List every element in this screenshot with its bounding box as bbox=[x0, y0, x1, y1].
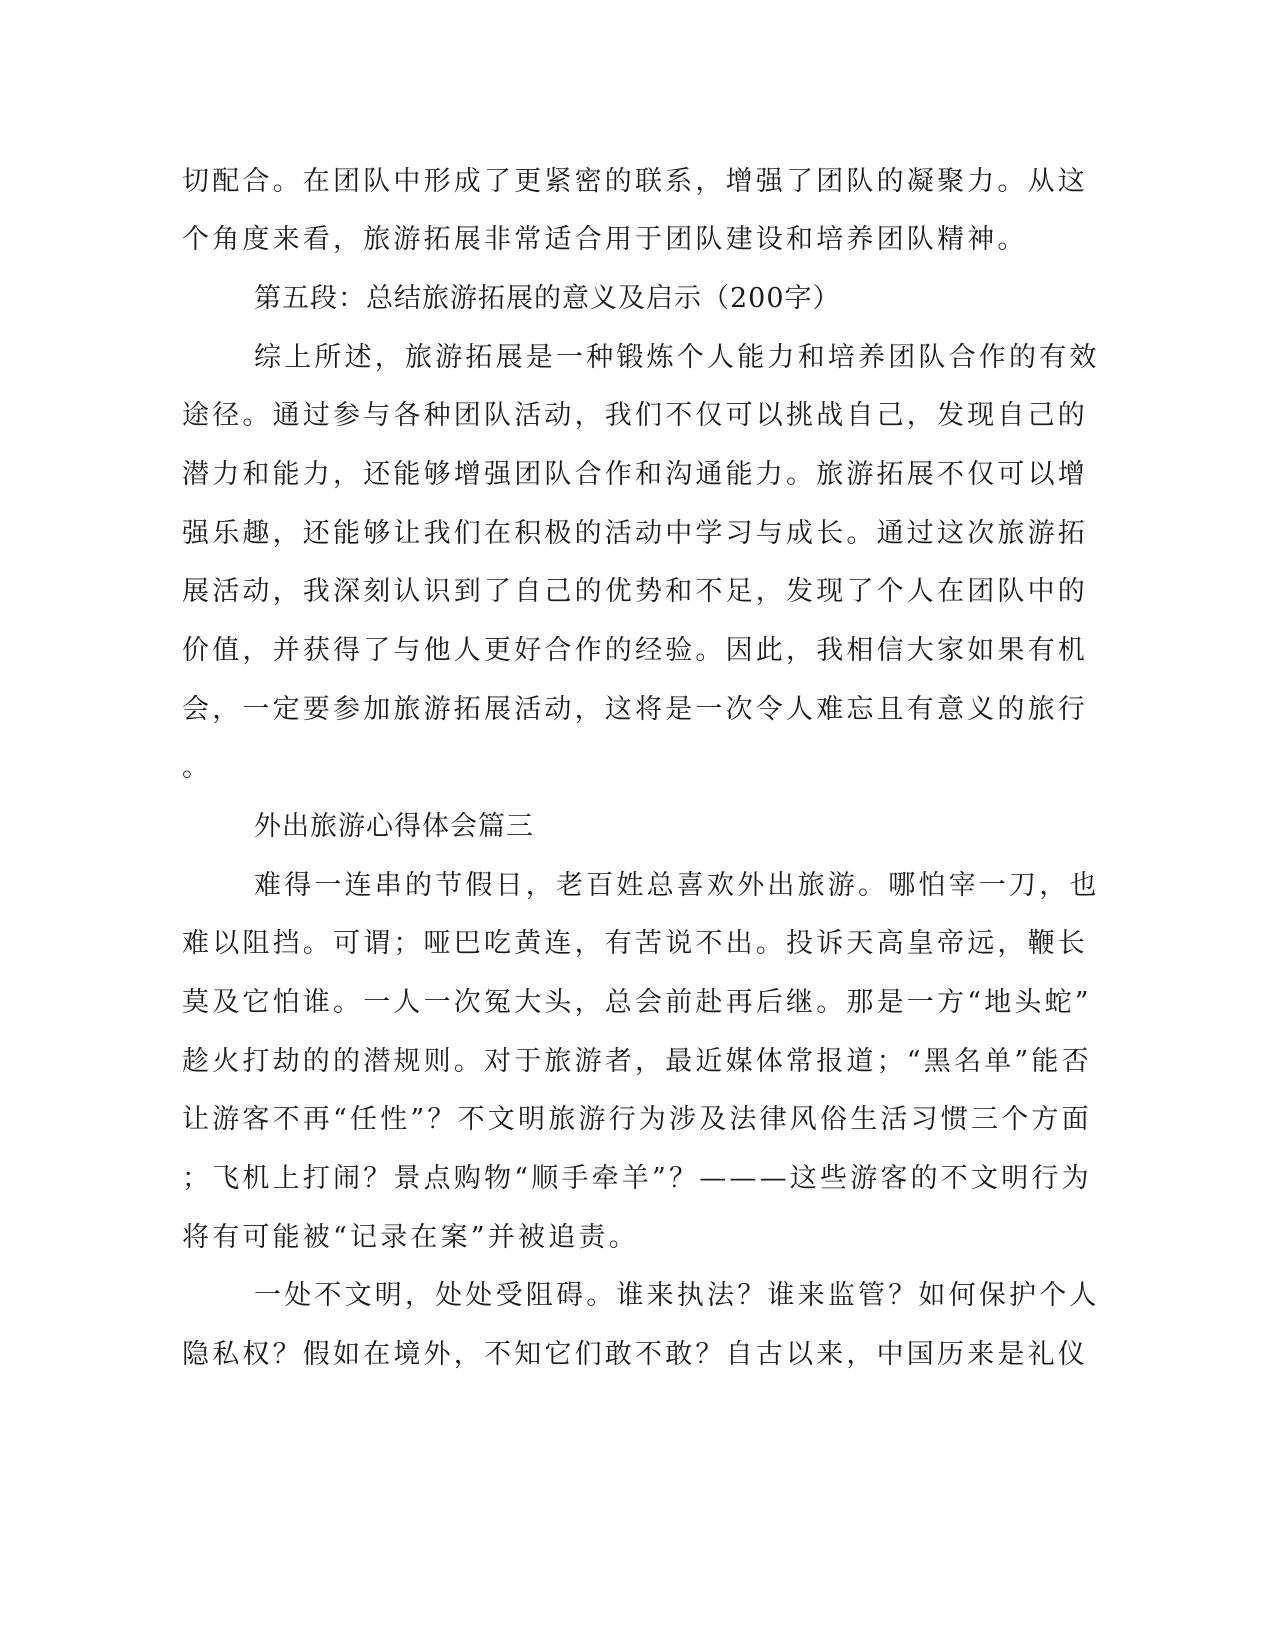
text-line: 强乐趣，还能够让我们在积极的活动中学习与成长。通过这次旅游拓 bbox=[182, 518, 1088, 549]
text-line: 趁火打劫的的潜规则。对于旅游者，最近媒体常报道；“黑名单”能否 bbox=[182, 1046, 1092, 1077]
section-heading: 外出旅游心得体会篇三 bbox=[254, 811, 534, 842]
text-line: 一处不文明，处处受阻碍。谁来执法？谁来监管？如何保护个人 bbox=[254, 1280, 1100, 1311]
text-line: 价值，并获得了与他人更好合作的经验。因此，我相信大家如果有机 bbox=[182, 635, 1088, 666]
text-line: ；飞机上打闹？景点购物“顺手牵羊”？———这些游客的不文明行为 bbox=[182, 1163, 1092, 1194]
text-line: 莫及它怕谁。一人一次冤大头，总会前赴再后继。那是一方“地头蛇” bbox=[182, 987, 1092, 1018]
text-line: 让游客不再“任性”？不文明旅游行为涉及法律风俗生活习惯三个方面 bbox=[182, 1104, 1092, 1135]
text-line: 综上所述，旅游拓展是一种锻炼个人能力和培养团队合作的有效 bbox=[254, 342, 1100, 373]
text-line: 潜力和能力，还能够增强团队合作和沟通能力。旅游拓展不仅可以增 bbox=[182, 459, 1088, 490]
text-line: 隐私权？假如在境外，不知它们敢不敢？自古以来，中国历来是礼仪 bbox=[182, 1339, 1088, 1370]
text-line: 展活动，我深刻认识到了自己的优势和不足，发现了个人在团队中的 bbox=[182, 576, 1088, 607]
text-line: 将有可能被“记录在案”并被追责。 bbox=[182, 1222, 639, 1253]
text-line: 途径。通过参与各种团队活动，我们不仅可以挑战自己，发现自己的 bbox=[182, 400, 1088, 431]
text-line: 。 bbox=[182, 752, 213, 783]
text-line: 切配合。在团队中形成了更紧密的联系，增强了团队的凝聚力。从这 bbox=[182, 166, 1088, 197]
text-line: 难以阻挡。可谓；哑巴吃黄连，有苦说不出。投诉天高皇帝远，鞭长 bbox=[182, 928, 1088, 959]
text-line: 个角度来看，旅游拓展非常适合用于团队建设和培养团队精神。 bbox=[182, 224, 1028, 255]
text-line: 难得一连串的节假日，老百姓总喜欢外出旅游。哪怕宰一刀，也 bbox=[254, 870, 1100, 901]
text-line: 会，一定要参加旅游拓展活动，这将是一次令人难忘且有意义的旅行 bbox=[182, 694, 1088, 725]
section-heading: 第五段：总结旅游拓展的意义及启示（200字） bbox=[254, 283, 841, 314]
